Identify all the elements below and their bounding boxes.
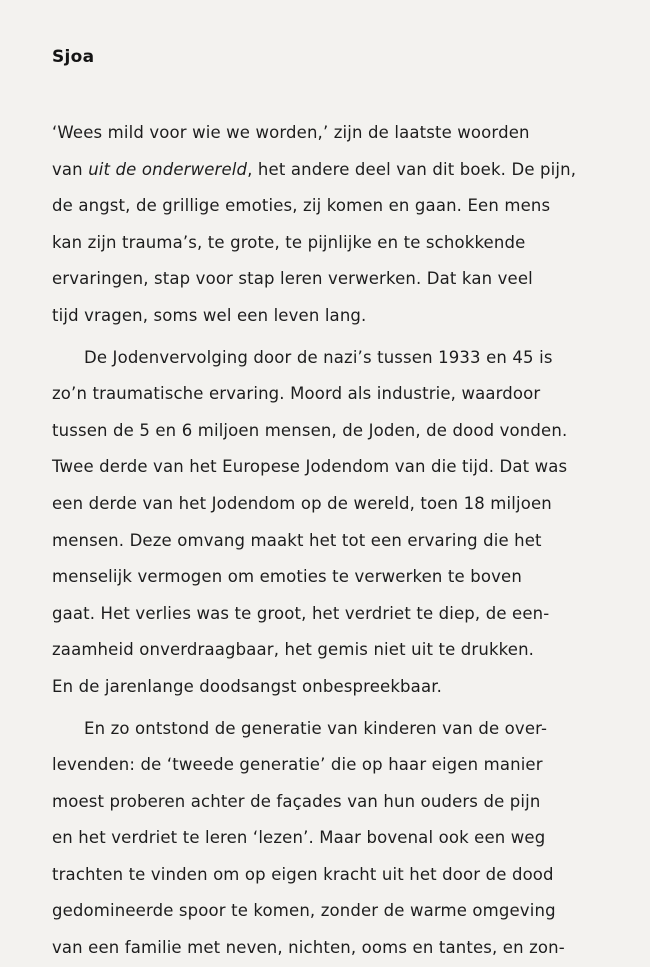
page-title: Sjoa	[52, 47, 95, 67]
text-line: zo’n traumatische ervaring. Moord als industrie, waardoor	[52, 384, 541, 404]
text-fragment: van	[52, 159, 89, 179]
text-line: gedomineerde spoor te komen, zonder de warme omgeving	[52, 901, 556, 921]
text-line: De Jodenvervolging door de nazi’s tussen 1933 en 45 is	[84, 347, 553, 367]
text-line: en het verdriet te leren ‘lezen’. Maar bovenal ook een weg	[52, 828, 546, 848]
text-line: tussen de 5 en 6 miljoen mensen, de Joden, de dood vonden.	[52, 420, 568, 440]
text-line: Twee derde van het Europese Jodendom van die tijd. Dat was	[52, 457, 568, 477]
text-line: levenden: de ‘tweede generatie’ die op haar eigen manier	[52, 755, 543, 775]
text-line: tijd vragen, soms wel een leven lang.	[52, 305, 367, 325]
text-line: mensen. Deze omvang maakt het tot een ervaring die het	[52, 530, 542, 550]
text-line: moest proberen achter de façades van hun ouders de pijn	[52, 791, 541, 811]
body-text	[52, 115, 612, 967]
text-fragment: , het andere deel van dit boek. De pijn,	[247, 159, 577, 179]
text-line	[52, 152, 612, 189]
book-section-title: uit de onderwereld	[88, 159, 248, 179]
text-line: de angst, de grillige emoties, zij komen en gaan. Een mens	[52, 196, 551, 216]
text-line: zaamheid onverdraagbaar, het gemis niet uit te drukken.	[52, 640, 535, 660]
text-line: een derde van het Jodendom op de wereld, toen 18 miljoen	[52, 493, 552, 513]
text-line: En de jarenlange doodsangst onbespreekbaar.	[52, 676, 443, 696]
text-line: ervaringen, stap voor stap leren verwerken. Dat kan veel	[52, 269, 533, 289]
text-line: kan zijn trauma’s, te grote, te pijnlijke en te schokkende	[52, 232, 526, 252]
text-line: En zo ontstond de generatie van kinderen van de over-	[84, 718, 548, 738]
text-line: ‘Wees mild voor wie we worden,’ zijn de laatste woorden	[52, 123, 530, 142]
text-line: trachten te vinden om op eigen kracht uit het door de dood	[52, 864, 554, 884]
text-line: gaat. Het verlies was te groot, het verdriet te diep, de een-	[52, 603, 550, 623]
text-line: menselijk vermogen om emoties te verwerken te boven	[52, 567, 522, 587]
text-line: van een familie met neven, nichten, ooms en tantes, en zon-	[52, 938, 565, 958]
show-through-text-top	[18, 0, 650, 19]
